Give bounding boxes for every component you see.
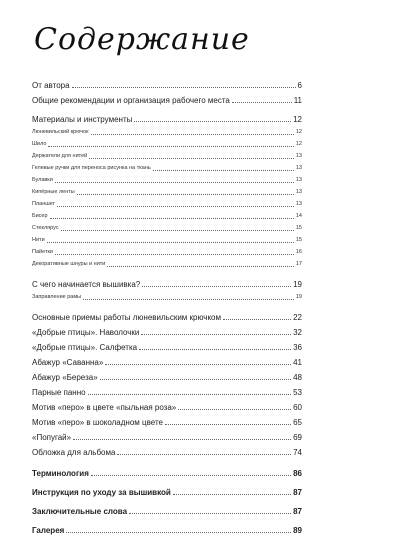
dot-leader [88, 394, 292, 395]
toc-entry [32, 385, 302, 400]
toc-entry-page: 12 [295, 129, 302, 136]
toc-entry-title: Заправление рамы [32, 294, 82, 301]
dot-leader [139, 349, 291, 350]
toc-entry [32, 112, 302, 127]
toc-entry [32, 504, 302, 519]
dot-leader [129, 513, 291, 514]
toc-entry-page: 17 [295, 261, 302, 268]
toc-entry-page: 6 [297, 80, 302, 90]
toc-entry-page: 74 [293, 447, 302, 457]
dot-leader [47, 242, 294, 243]
toc-entry-page: 13 [295, 165, 302, 172]
toc-entry-title: Абажур «Береза» [32, 372, 98, 382]
dot-leader [141, 334, 291, 335]
toc-entry-title: Бисер [32, 213, 48, 220]
toc-entry-page: 87 [293, 506, 302, 516]
toc-entry-page: 19 [295, 294, 302, 301]
dot-leader [134, 121, 291, 122]
toc-entry-page: 86 [293, 468, 302, 478]
dot-leader [91, 475, 291, 476]
toc-entry-page: 11 [293, 95, 302, 105]
toc-entry [32, 445, 302, 460]
toc-entry-title: Кипёрные ленты [32, 189, 75, 196]
toc-entry [32, 340, 302, 355]
toc-entry-page: 14 [295, 213, 302, 220]
dot-leader [66, 532, 291, 533]
toc-entry [32, 485, 302, 500]
toc-entry [32, 235, 302, 247]
toc-entry-title: Стеклярус [32, 225, 59, 232]
toc-entry [32, 151, 302, 163]
toc-entry [32, 415, 302, 430]
toc-entry [32, 277, 302, 292]
toc-entry-title: Инструкция по уходу за вышивкой [32, 487, 171, 497]
toc-entry [32, 223, 302, 235]
dot-leader [173, 494, 291, 495]
toc-entry-title: Пайетки [32, 249, 53, 256]
toc-entry [32, 466, 302, 481]
toc-entry-page: 36 [293, 342, 302, 352]
toc-entry-page: 87 [293, 487, 302, 497]
page-title: Содержание [34, 22, 250, 57]
dot-leader [57, 206, 294, 207]
toc-entry-page: 53 [293, 387, 302, 397]
toc-entry-page: 15 [295, 225, 302, 232]
toc-entry-title: Декоративные шнуры и нити [32, 261, 106, 268]
toc-entry-page: 41 [293, 357, 302, 367]
toc-entry-title: Терминология [32, 468, 89, 478]
toc-entry-title: Обложка для альбома [32, 447, 116, 457]
toc-entry-title: Гелевые ручки для переноса рисунка на ткань [32, 165, 151, 172]
toc-entry [32, 325, 302, 340]
toc-entry-title: Основные приемы работы люневильским крючком [32, 312, 222, 322]
dot-leader [107, 266, 293, 267]
toc-entry-page: 12 [293, 114, 302, 124]
toc-entry-page: 22 [293, 312, 302, 322]
toc-entry-title: Нити [32, 237, 45, 244]
toc-entry [32, 370, 302, 385]
toc-entry-page: 69 [293, 432, 302, 442]
toc-entry [32, 199, 302, 211]
toc-entry-title: От автора [32, 80, 70, 90]
toc-entry-title: «Добрые птицы». Наволочки [32, 327, 140, 337]
toc-entry-title: Мотив «перо» в шоколадном цвете [32, 417, 163, 427]
toc-entry-page: 13 [295, 189, 302, 196]
toc-entry-page: 13 [295, 201, 302, 208]
dot-leader [55, 182, 294, 183]
dot-leader [165, 424, 291, 425]
toc-entry-title: Заключительные слова [32, 506, 128, 516]
dot-leader [72, 87, 296, 88]
dot-leader [89, 158, 294, 159]
toc-entry-title: Люневильский крючок [32, 129, 89, 136]
dot-leader [61, 230, 294, 231]
dot-leader [232, 102, 292, 103]
dot-leader [77, 194, 294, 195]
dot-leader [153, 170, 294, 171]
toc-entry-title: «Попугай» [32, 432, 72, 442]
toc-entry [32, 310, 302, 325]
dot-leader [105, 364, 291, 365]
toc-entry [32, 78, 302, 93]
toc-entry-page: 32 [293, 327, 302, 337]
toc-entry [32, 211, 302, 223]
toc-entry [32, 187, 302, 199]
toc-entry-title: Держатели для нитей [32, 153, 88, 160]
toc-entry [32, 430, 302, 445]
toc-entry-title: Галерея [32, 525, 65, 535]
toc-entry-title: Парные панно [32, 387, 86, 397]
toc-entry [32, 259, 302, 271]
table-of-contents [32, 78, 302, 538]
toc-entry-title: «Добрые птицы». Салфетка [32, 342, 138, 352]
dot-leader [178, 409, 291, 410]
toc-entry-title: Мотив «перо» в цвете «пыльная роза» [32, 402, 177, 412]
toc-entry [32, 93, 302, 108]
toc-entry [32, 127, 302, 139]
toc-entry-page: 15 [295, 237, 302, 244]
dot-leader [50, 218, 294, 219]
toc-entry [32, 292, 302, 304]
toc-entry-page: 48 [293, 372, 302, 382]
toc-entry-page: 16 [295, 249, 302, 256]
toc-entry-title: С чего начинается вышивка? [32, 279, 141, 289]
toc-entry-title: Общие рекомендации и организация рабочего места [32, 95, 230, 105]
toc-entry-page: 13 [295, 153, 302, 160]
dot-leader [48, 146, 293, 147]
toc-entry [32, 355, 302, 370]
toc-entry-page: 65 [293, 417, 302, 427]
dot-leader [55, 254, 294, 255]
toc-entry-page: 13 [295, 177, 302, 184]
dot-leader [117, 454, 291, 455]
toc-entry [32, 400, 302, 415]
toc-entry [32, 139, 302, 151]
toc-entry-title: Шило [32, 141, 47, 148]
dot-leader [100, 379, 291, 380]
toc-entry-page: 19 [293, 279, 302, 289]
dot-leader [83, 299, 294, 300]
dot-leader [91, 134, 294, 135]
toc-entry-page: 60 [293, 402, 302, 412]
toc-entry [32, 163, 302, 175]
toc-entry-title: Абажур «Саванна» [32, 357, 104, 367]
toc-entry [32, 247, 302, 259]
toc-entry-page: 12 [295, 141, 302, 148]
toc-entry-page: 89 [293, 525, 302, 535]
toc-entry [32, 175, 302, 187]
toc-entry-title: Планшет [32, 201, 56, 208]
toc-entry-title: Материалы и инструменты [32, 114, 133, 124]
dot-leader [223, 319, 291, 320]
dot-leader [142, 286, 291, 287]
toc-entry-title: Булавки [32, 177, 53, 184]
dot-leader [73, 439, 291, 440]
